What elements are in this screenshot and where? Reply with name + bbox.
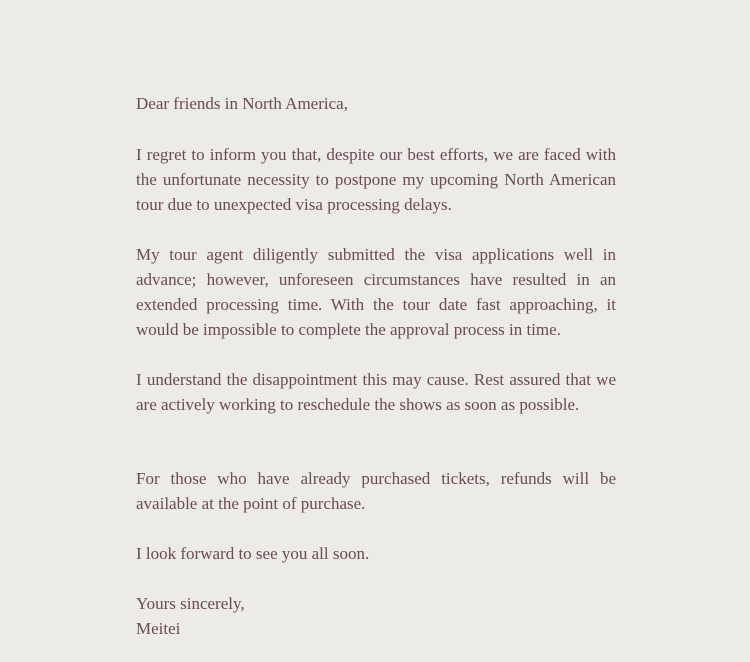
letter-paragraph-reschedule: I understand the disappointment this may cause. Rest assured that we are actively working to reschedule the shows as soon as possible. xyxy=(136,370,616,414)
letter-paragraph-visa-delay: My tour agent diligently submitted the visa applications well in advance; however, unforeseen circumstances have resulted in an extended processing time. With the tour date fast approaching, it would be impossible to complete the approval process in time. xyxy=(136,245,616,339)
letter-paragraph-postponement: I regret to inform you that, despite our best efforts, we are faced with the unfortunate necessity to postpone my upcoming North American tour due to unexpected visa processing delays. xyxy=(136,145,616,214)
letter-closing: Yours sincerely, xyxy=(136,594,245,613)
letter-greeting: Dear friends in North America, xyxy=(136,94,348,113)
letter xyxy=(136,0,616,662)
letter-paragraph-refunds: For those who have already purchased tickets, refunds will be available at the point of purchase. xyxy=(136,469,616,513)
letter-paragraph-farewell: I look forward to see you all soon. xyxy=(136,544,370,563)
letter-signature: Meitei xyxy=(136,619,181,638)
